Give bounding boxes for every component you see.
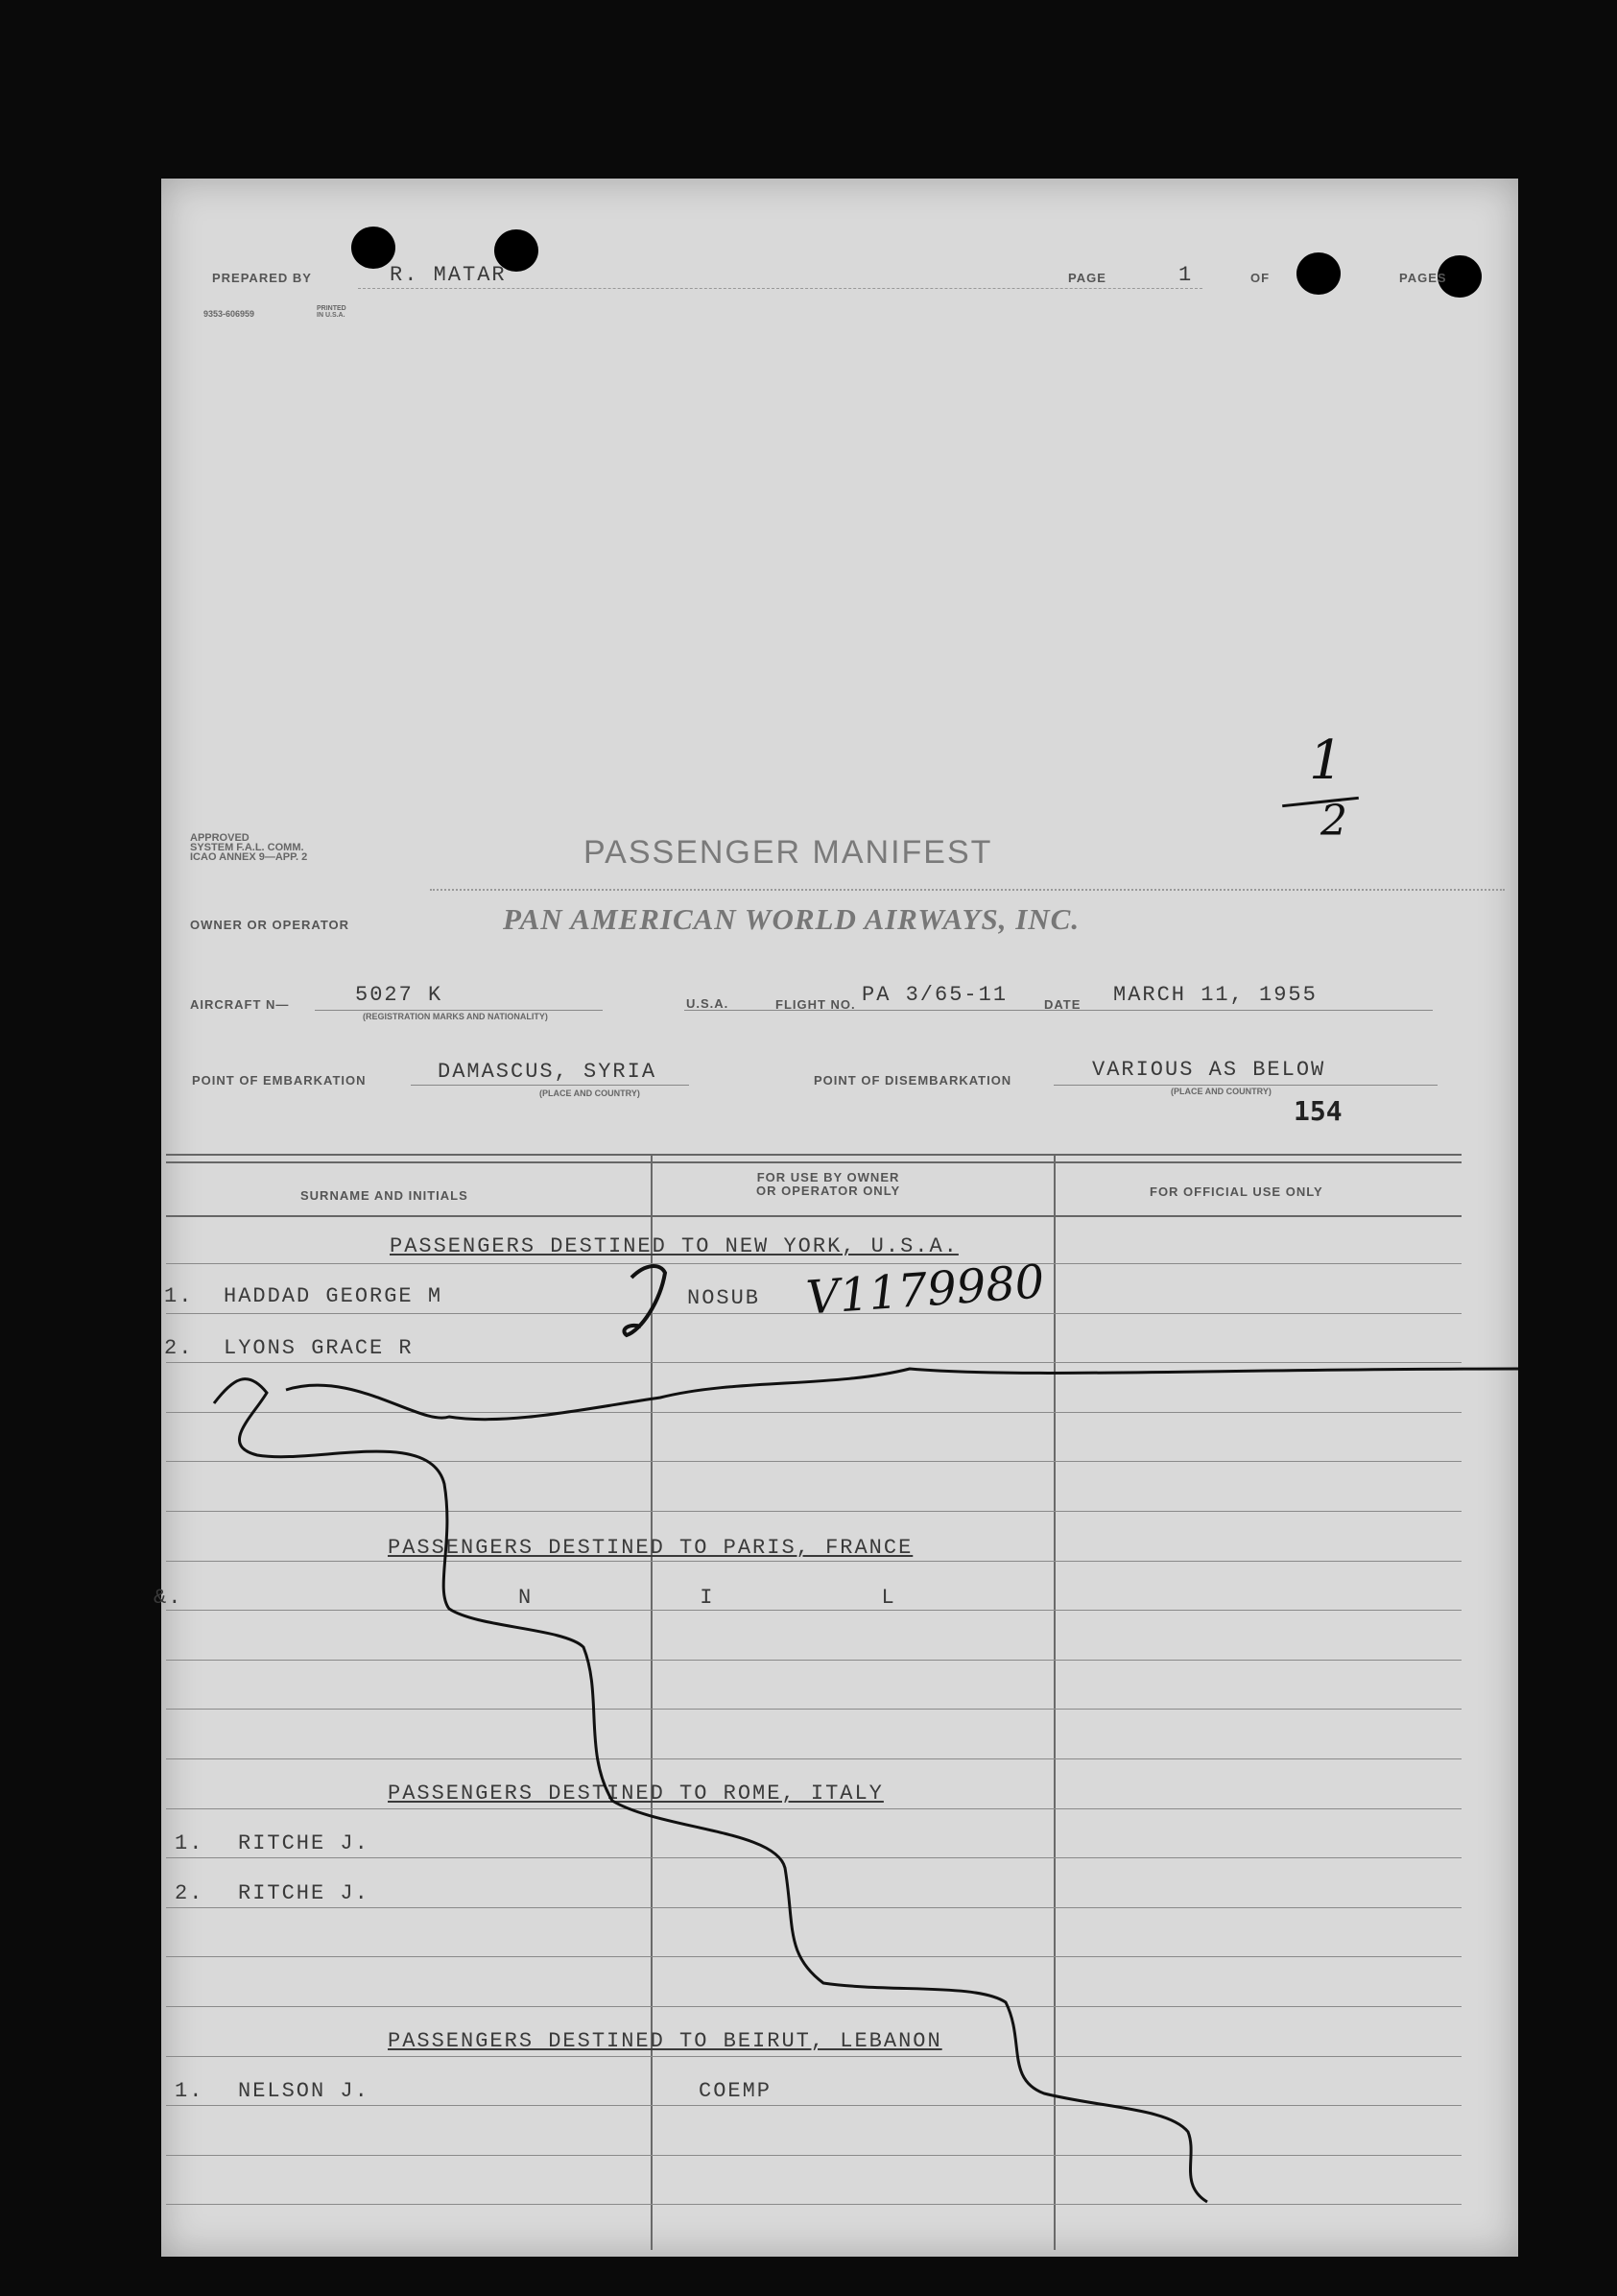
prepared-by-label: PREPARED BY [212,271,312,285]
checkmark-stroke [624,1266,665,1335]
approval-line: ICAO ANNEX 9—APP. 2 [190,851,308,863]
group-heading-rome: PASSENGERS DESTINED TO ROME, ITALY [388,1782,884,1806]
usa-label: U.S.A. [686,996,729,1011]
of-label: OF [1250,271,1271,285]
owner-label: OWNER OR OPERATOR [190,918,350,932]
column-header-owner-line: OR OPERATOR ONLY [756,1184,901,1198]
owner-note: COEMP [699,2079,773,2103]
printed-stamp: PRINTED IN U.S.A. [317,305,346,319]
prepared-by-value: R. MATAR [390,263,507,287]
stamp-number: 154 [1294,1095,1343,1127]
date-value: MARCH 11, 1955 [1113,983,1318,1007]
group-heading-paris: PASSENGERS DESTINED TO PARIS, FRANCE [388,1536,914,1560]
group-heading-beirut: PASSENGERS DESTINED TO BEIRUT, LEBANON [388,2029,942,2053]
passenger-name: LYONS GRACE R [224,1336,414,1360]
column-header-owner-line: FOR USE BY OWNER [756,1170,900,1184]
row-number: 2. [164,1336,194,1360]
page-label: PAGE [1068,271,1106,285]
flight-label: FLIGHT NO. [775,997,856,1012]
row-number: &. [154,1586,183,1610]
embark-value: DAMASCUS, SYRIA [438,1060,657,1084]
column-header-official: FOR OFFICIAL USE ONLY [1150,1184,1323,1199]
pages-label: PAGES [1399,271,1447,285]
fraction-bottom: 2 [1320,797,1347,846]
owner-value: PAN AMERICAN WORLD AIRWAYS, INC. [503,902,1081,936]
row-number: 1. [175,1831,204,1855]
page-value: 1 [1178,263,1194,287]
passenger-name: NELSON J. [238,2079,369,2103]
handwritten-number: V1179980 [804,1255,1047,1326]
disembark-value: VARIOUS AS BELOW [1092,1058,1326,1082]
passenger-name: RITCHE J. [238,1881,369,1905]
aircraft-value: 5027 K [355,983,443,1007]
disembark-sub: (PLACE AND COUNTRY) [1171,1087,1272,1096]
form-number: 9353-606959 [203,309,255,319]
aircraft-sub: (REGISTRATION MARKS AND NATIONALITY) [363,1012,548,1021]
passenger-name: RITCHE J. [238,1831,369,1855]
passenger-name: HADDAD GEORGE M [224,1284,443,1308]
row-number: 1. [175,2079,204,2103]
flight-value: PA 3/65-11 [862,983,1009,1007]
cancellation-squiggle [214,1369,1518,2202]
row-number: 1. [164,1284,194,1308]
disembark-label: POINT OF DISEMBARKATION [814,1073,1012,1088]
owner-note: NOSUB [687,1286,761,1310]
handwritten-pen-marks [161,179,1518,2257]
date-label: DATE [1044,997,1082,1012]
passenger-name: N I L [518,1586,898,1610]
aircraft-label: AIRCRAFT N— [190,997,290,1012]
column-header-surname: SURNAME AND INITIALS [300,1188,468,1203]
fraction-top: 1 [1309,729,1344,792]
manifest-sheet [154,179,1518,2257]
approval-line: SYSTEM F.A.L. COMM. [190,842,304,853]
approval-line: APPROVED [190,832,250,844]
embark-label: POINT OF EMBARKATION [192,1073,367,1088]
embark-sub: (PLACE AND COUNTRY) [539,1088,640,1098]
group-heading-new-york: PASSENGERS DESTINED TO NEW YORK, U.S.A. [390,1234,959,1258]
page-title: PASSENGER MANIFEST [583,834,993,871]
row-number: 2. [175,1881,204,1905]
